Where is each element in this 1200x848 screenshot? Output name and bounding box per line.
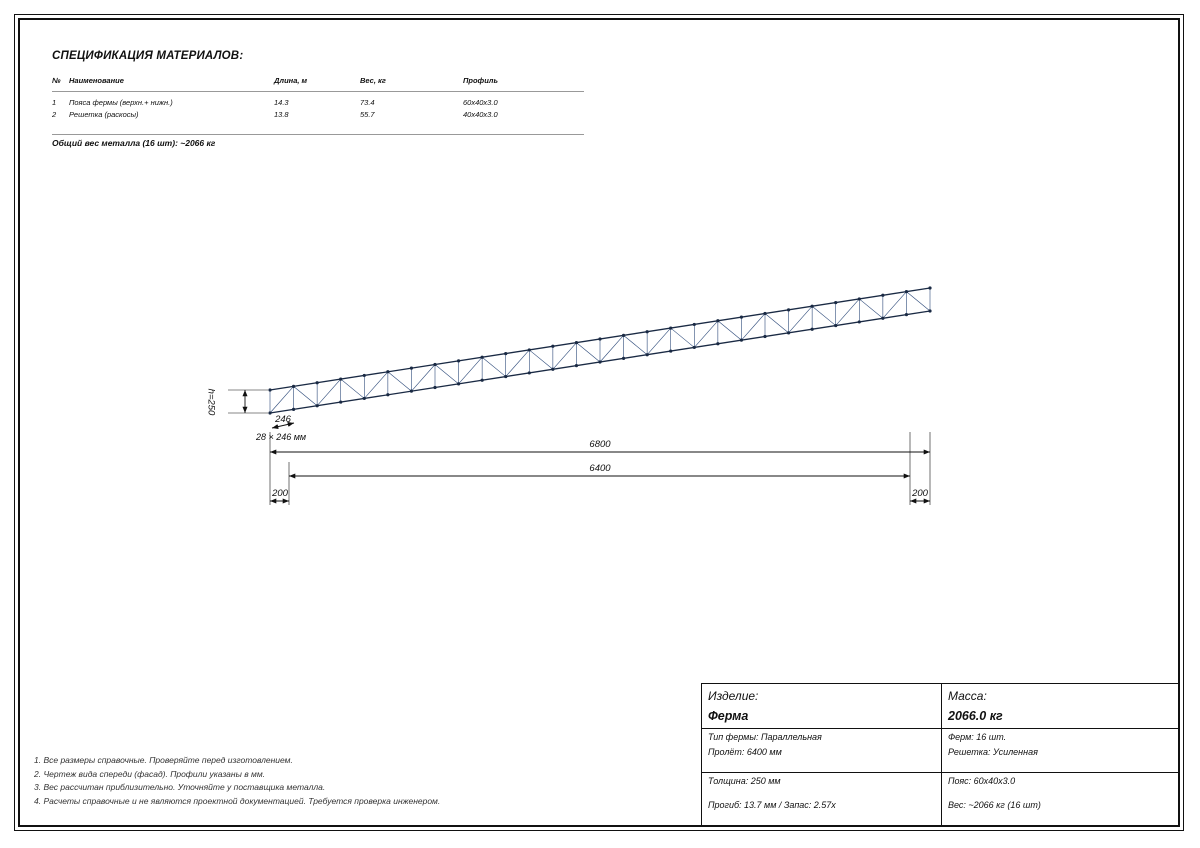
- spec-header-length: Длина, м: [274, 74, 360, 92]
- diagonal-brace: [435, 365, 459, 384]
- thickness-value: Толщина: 250 мм: [708, 776, 781, 786]
- diagonal-brace: [576, 343, 600, 362]
- truss-node: [622, 357, 625, 360]
- diagonal-brace: [741, 314, 765, 341]
- truss-node: [881, 294, 884, 297]
- spec-cell-name: Пояса фермы (верхн.+ нижн.): [69, 97, 173, 107]
- truss-node: [763, 335, 766, 338]
- right-support-label: 200: [912, 488, 928, 499]
- truss-node: [646, 353, 649, 356]
- diagonal-brace: [506, 350, 530, 377]
- title-block-divider: [702, 728, 1180, 729]
- truss-node: [481, 379, 484, 382]
- spec-header-name: Наименование: [69, 74, 274, 92]
- diagonal-brace: [529, 350, 553, 369]
- diagonal-brace: [270, 386, 294, 413]
- product-label: Изделие:: [708, 689, 759, 703]
- span-value: Пролёт: 6400 мм: [708, 747, 782, 757]
- truss-node: [881, 317, 884, 320]
- truss-node: [551, 368, 554, 371]
- truss-node: [905, 313, 908, 316]
- diagonal-brace: [459, 357, 483, 384]
- truss-type: Тип фермы: Параллельная: [708, 732, 822, 742]
- truss-node: [693, 323, 696, 326]
- truss-node: [363, 397, 366, 400]
- truss-node: [316, 381, 319, 384]
- diagonal-brace: [411, 365, 435, 392]
- deflection-value: Прогиб: 13.7 мм / Запас: 2.57x: [708, 800, 836, 810]
- spec-cell-number: 2: [52, 108, 69, 135]
- diagonal-brace: [859, 299, 883, 318]
- diagonal-brace: [294, 386, 318, 405]
- mass-label: Масса:: [948, 689, 987, 703]
- truss-node: [551, 345, 554, 348]
- span-dimensions: [270, 432, 930, 505]
- diagonal-brace: [836, 299, 860, 326]
- spec-cell-number: 1: [52, 97, 57, 107]
- truss-node: [386, 370, 389, 373]
- spec-header-number: №: [52, 74, 69, 92]
- truss-node: [316, 404, 319, 407]
- truss-node: [928, 309, 931, 312]
- chord-profile: Пояс: 60x40x3.0: [948, 776, 1016, 786]
- truss-node: [740, 339, 743, 342]
- truss-node: [457, 359, 460, 362]
- truss-node: [858, 320, 861, 323]
- truss-node: [716, 342, 719, 345]
- truss-count: Ферм: 16 шт.: [948, 732, 1007, 742]
- spec-total-weight: Общий вес металла (16 шт): ~2066 кг: [52, 138, 216, 148]
- title-block-divider: [702, 772, 1180, 773]
- spec-cell-weight: 55.7: [360, 108, 463, 135]
- truss-node: [528, 348, 531, 351]
- diagonal-brace: [317, 379, 341, 406]
- truss-node: [716, 319, 719, 322]
- truss-node: [268, 411, 271, 414]
- diagonal-brace: [553, 343, 577, 370]
- truss-node: [811, 328, 814, 331]
- truss-node: [740, 316, 743, 319]
- panel-dimension-label: 246: [275, 414, 291, 425]
- truss-node: [646, 330, 649, 333]
- truss-node: [834, 301, 837, 304]
- truss-node: [575, 341, 578, 344]
- diagonal-brace: [364, 372, 388, 399]
- title-block: [701, 683, 1180, 827]
- truss-node: [928, 286, 931, 289]
- note-item: 4. Расчеты справочные и не являются проектной документацией. Требуется проверка инженером.: [34, 795, 441, 806]
- diagonal-brace: [883, 292, 907, 319]
- diagonal-brace: [906, 292, 930, 311]
- truss-node: [410, 367, 413, 370]
- diagonal-brace: [647, 328, 671, 355]
- diagonal-brace: [718, 321, 742, 340]
- truss-node: [575, 364, 578, 367]
- diagonal-brace: [812, 306, 836, 325]
- truss-node: [763, 312, 766, 315]
- product-value: Ферма: [708, 709, 749, 723]
- truss-node: [834, 324, 837, 327]
- drawing-notes: [34, 754, 440, 808]
- truss-node: [339, 377, 342, 380]
- truss-node: [528, 371, 531, 374]
- truss-node: [905, 290, 908, 293]
- truss-members: [270, 288, 930, 413]
- diagonal-brace: [789, 306, 813, 333]
- truss-node: [598, 337, 601, 340]
- diagonal-brace: [600, 335, 624, 362]
- note-item: 2. Чертеж вида спереди (фасад). Профили указаны в мм.: [34, 768, 266, 779]
- truss-node: [268, 388, 271, 391]
- panels-count-note: 28 × 246 мм: [255, 432, 307, 442]
- truss-node: [457, 382, 460, 385]
- diagonal-brace: [388, 372, 412, 391]
- height-dimension-label: h=250: [205, 388, 217, 416]
- diagonal-brace: [765, 314, 789, 333]
- truss-node: [622, 334, 625, 337]
- truss-node: [481, 356, 484, 359]
- truss-node: [410, 390, 413, 393]
- panel-dimension: [255, 414, 306, 442]
- truss-node: [433, 386, 436, 389]
- truss-node: [811, 305, 814, 308]
- height-dimension: [205, 389, 268, 416]
- truss-node: [363, 374, 366, 377]
- truss-node: [858, 297, 861, 300]
- truss-node: [386, 393, 389, 396]
- weight-value: Вес: ~2066 кг (16 шт): [948, 800, 1041, 810]
- note-item: 3. Вес рассчитан приблизительно. Уточняйте у поставщика металла.: [34, 782, 326, 793]
- title-block-divider: [941, 684, 942, 827]
- spec-cell-name: Решетка (раскосы): [69, 108, 274, 135]
- spec-header-weight: Вес, кг: [360, 74, 463, 92]
- lattice-type: Решетка: Усиленная: [948, 747, 1038, 757]
- spec-cell-profile: 60x40x3.0: [463, 97, 498, 107]
- truss-node: [787, 331, 790, 334]
- spec-title: СПЕЦИФИКАЦИЯ МАТЕРИАЛОВ:: [52, 50, 244, 62]
- spec-header-profile: Профиль: [463, 74, 584, 92]
- note-item: 1. Все размеры справочные. Проверяйте перед изготовлением.: [34, 755, 293, 765]
- spec-cell-weight: 73.4: [360, 97, 375, 107]
- diagonal-brace: [671, 328, 695, 347]
- diagonal-brace: [482, 357, 506, 376]
- diagonal-brace: [694, 321, 718, 348]
- truss-node: [339, 400, 342, 403]
- truss-node: [669, 326, 672, 329]
- truss-node: [669, 349, 672, 352]
- truss-node: [504, 375, 507, 378]
- truss-node: [598, 360, 601, 363]
- spec-cell-length: 13.8: [274, 108, 360, 135]
- diagonal-brace: [624, 335, 648, 354]
- truss-node: [292, 408, 295, 411]
- truss-node: [504, 352, 507, 355]
- spec-cell-profile: 40x40x3.0: [463, 108, 584, 135]
- mass-value: 2066.0 кг: [948, 709, 1003, 723]
- spec-cell-length: 14.3: [274, 97, 289, 107]
- truss-node: [787, 308, 790, 311]
- truss-node: [292, 385, 295, 388]
- inner-dimension-label: 6400: [589, 463, 611, 474]
- left-support-label: 200: [272, 488, 288, 499]
- truss-node: [433, 363, 436, 366]
- overall-dimension-label: 6800: [589, 439, 611, 450]
- diagonal-brace: [341, 379, 365, 398]
- truss-node: [693, 346, 696, 349]
